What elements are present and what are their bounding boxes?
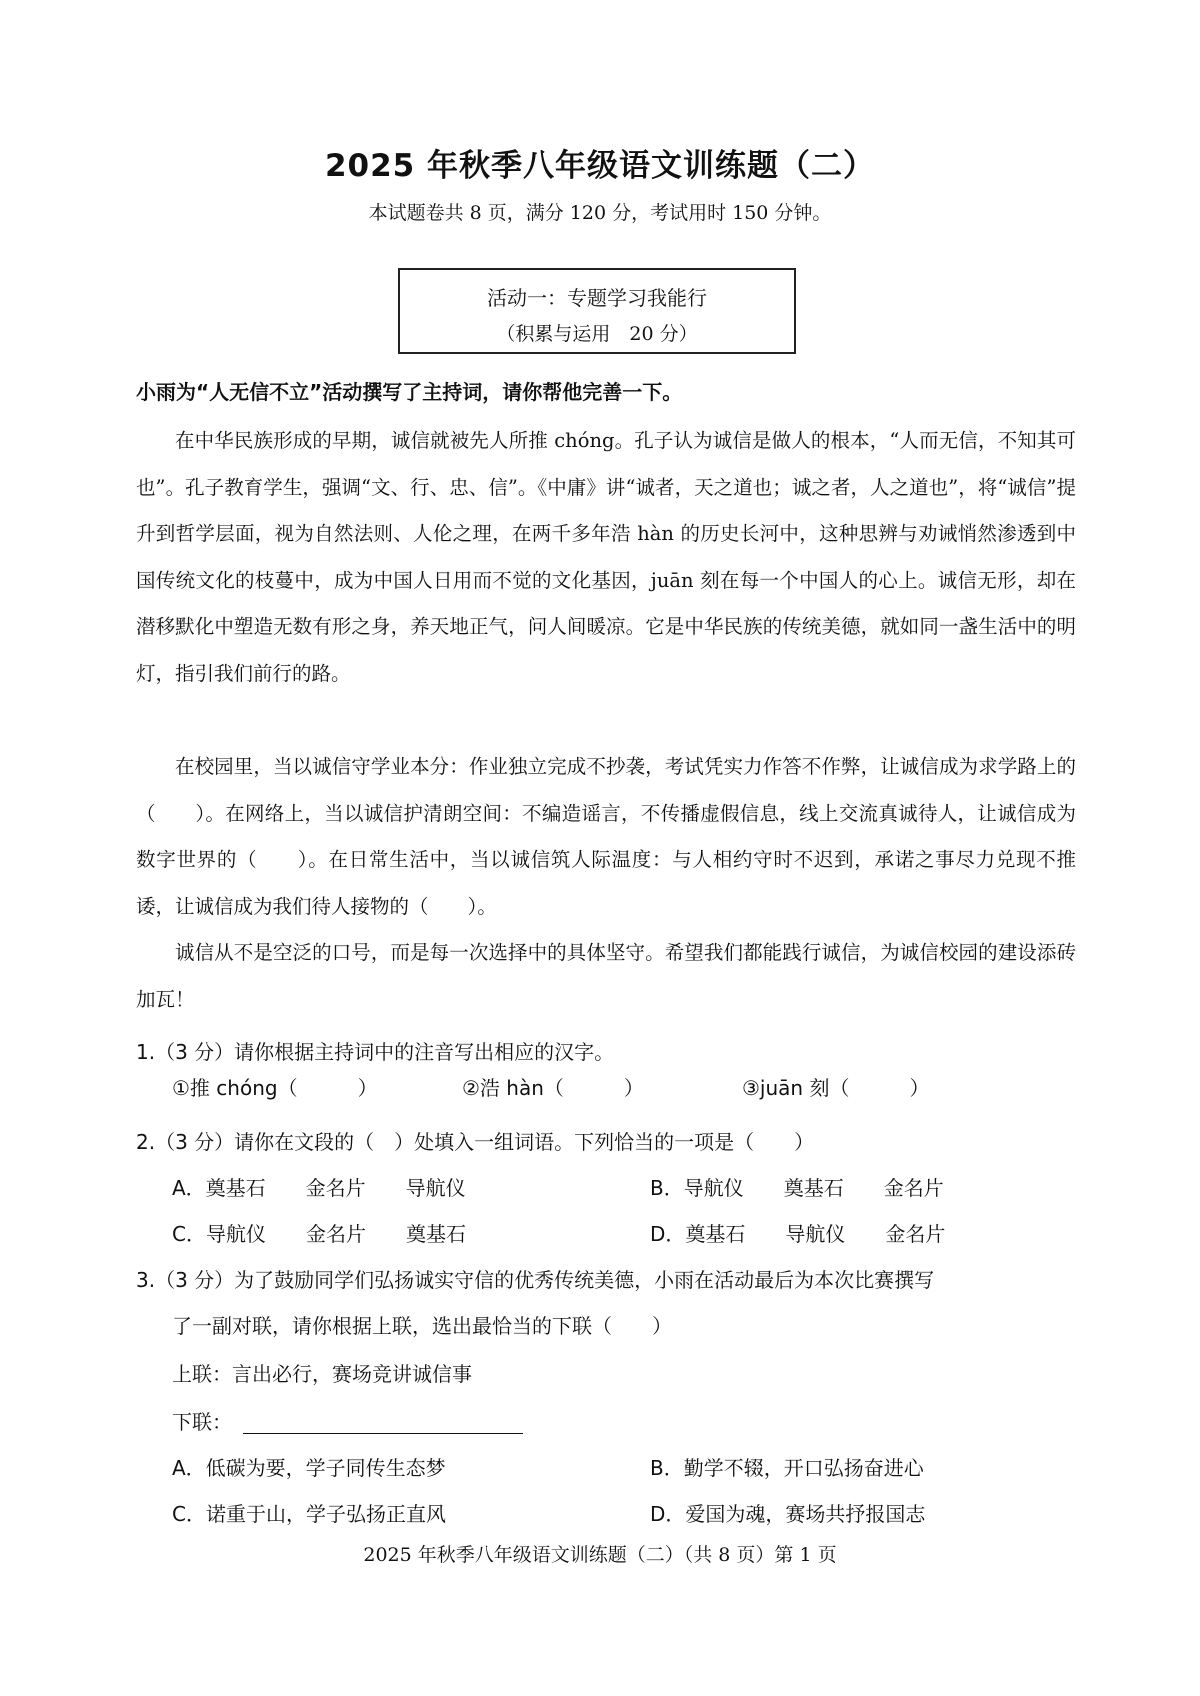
- exam-info: 本试题卷共 8 页，满分 120 分，考试用时 150 分钟。: [368, 202, 832, 224]
- question-3-option: A．低碳为要，学子同传生态梦: [172, 1456, 446, 1480]
- activity-subtitle: （积累与运用 20 分）: [496, 323, 698, 345]
- activity-box: [398, 268, 796, 354]
- upper-couplet: 上联：言出必行，赛场竞讲诚信事: [172, 1362, 472, 1386]
- question-3-option: B．勤学不辍，开口弘扬奋进心: [650, 1456, 924, 1480]
- question-2-option: B．导航仪 奠基石 金名片: [650, 1176, 944, 1200]
- question-2-stem: 2.（3 分）请你在文段的（ ）处填入一组词语。下列恰当的一项是（ ）: [136, 1130, 815, 1154]
- paragraph-3: 诚信从不是空泛的口号，而是每一次选择中的具体坚守。希望我们都能践行诚信，为诚信校园的建设添砖加瓦！: [136, 941, 1076, 1011]
- question-1-item: ②浩 hàn（ ）: [462, 1076, 644, 1100]
- question-2-option: D．奠基石 导航仪 金名片: [650, 1222, 946, 1246]
- question-3-option: D．爱国为魂，赛场共抒报国志: [650, 1502, 926, 1526]
- question-2-option: A．奠基石 金名片 导航仪: [172, 1176, 466, 1200]
- question-2-option: C．导航仪 金名片 奠基石: [172, 1222, 466, 1246]
- page-footer: 2025 年秋季八年级语文训练题（二）（共 8 页）第 1 页: [363, 1544, 837, 1566]
- question-3-stem-cont: 了一副对联，请你根据上联，选出最恰当的下联（ ）: [172, 1314, 672, 1338]
- question-1-item: ①推 chóng（ ）: [172, 1076, 378, 1100]
- paragraph-1: 在中华民族形成的早期，诚信就被先人所推 chóng。孔子认为诚信是做人的根本，“人而无信，不知其可也”。孔子教育学生，强调“文、行、忠、信”。《中庸》讲“诚者，天之道也；诚之者，人之道也”，将“诚信”提升到哲学层面，视为自然法则、人伦之理，在两千多年浩 hàn 的历史长河中，这种思辨与劝诫悄然渗透到中国传统文化的枝蔓中，成为中国人日用而不觉的文化基因，juān 刻在每一个中国人的心上。诚信无形，却在潜移默化中塑造无数有形之身，养天地正气，问人间暖凉。它是中华民族的传统美德，就如同一盏生活中的明灯，指引我们前行的路。: [136, 429, 1076, 685]
- question-1-item: ③juān 刻（ ）: [742, 1076, 930, 1100]
- answer-line: [243, 1432, 523, 1434]
- question-3-stem: 3.（3 分）为了鼓励同学们弘扬诚实守信的优秀传统美德，小雨在活动最后为本次比赛撰写: [136, 1268, 935, 1292]
- question-1-stem: 1.（3 分）请你根据主持词中的注音写出相应的汉字。: [136, 1040, 615, 1064]
- page-title: 2025 年秋季八年级语文训练题（二）: [324, 148, 876, 184]
- section-intro: 小雨为“人无信不立”活动撰写了主持词，请你帮他完善一下。: [136, 380, 683, 404]
- question-3-option: C．诺重于山，学子弘扬正直风: [172, 1502, 446, 1526]
- paragraph-2: 在校园里，当以诚信守学业本分：作业独立完成不抄袭，考试凭实力作答不作弊，让诚信成为求学路上的（ ）。在网络上，当以诚信护清朗空间：不编造谣言，不传播虚假信息，线上交流真诚待人，让诚信成为数字世界的（ ）。在日常生活中，当以诚信筑人际温度：与人相约守时不迟到，承诺之事尽力兑现不推诿，让诚信成为我们待人接物的（ ）。: [136, 755, 1076, 918]
- activity-title: 活动一：专题学习我能行: [487, 286, 707, 310]
- lower-couplet-label: 下联：: [172, 1410, 232, 1434]
